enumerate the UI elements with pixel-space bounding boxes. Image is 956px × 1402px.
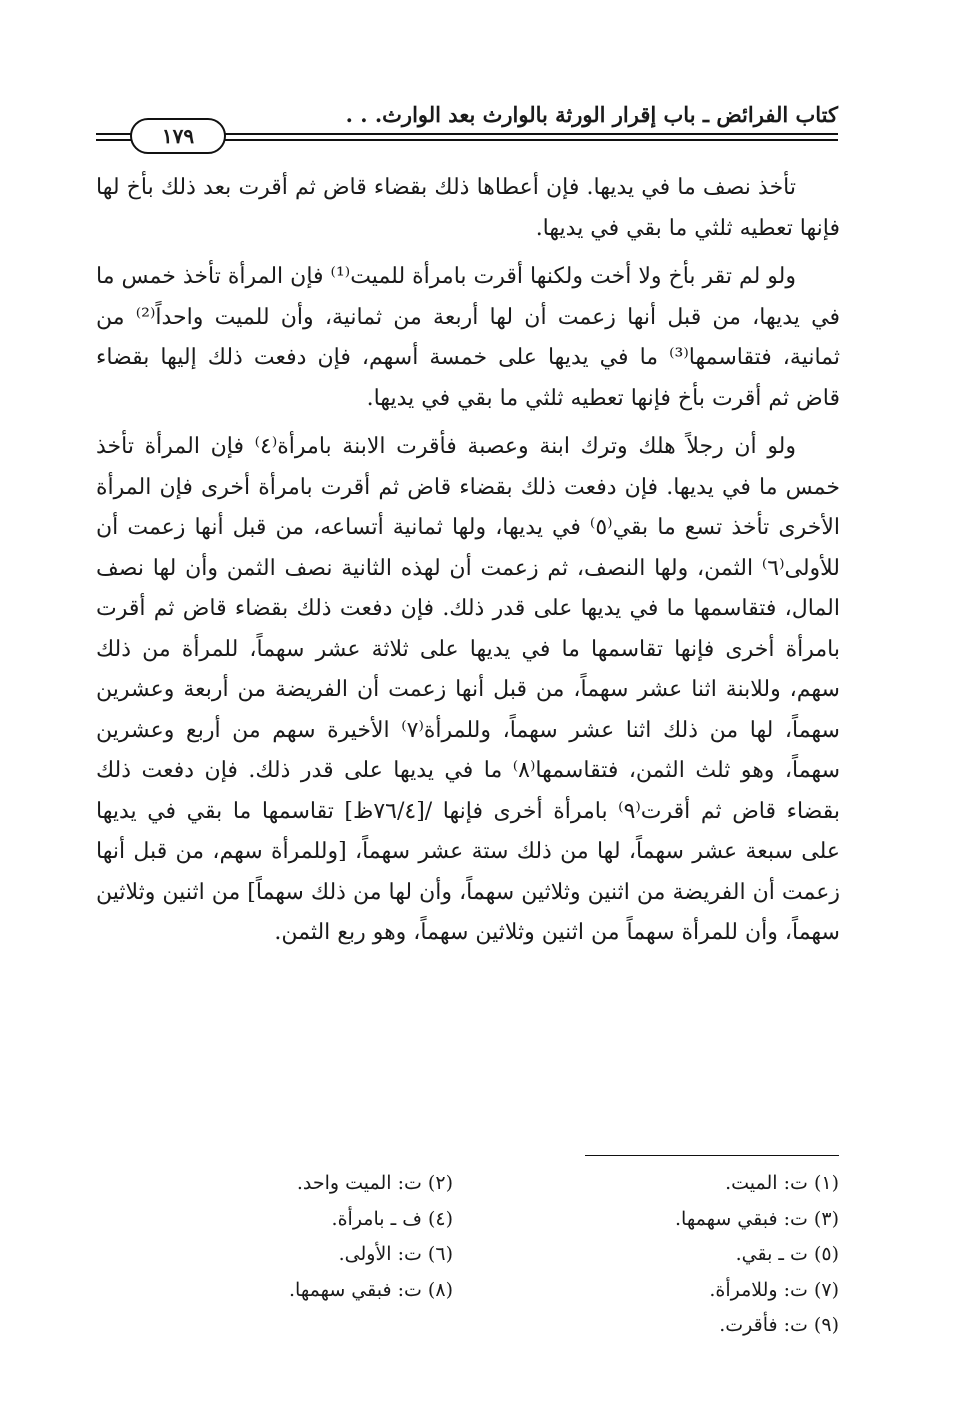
footnote-separator: [585, 1155, 839, 1156]
main-text: [96, 168, 840, 954]
footnote-1: (١) ت: الميت.: [725, 1172, 839, 1194]
footnote-3: (٣) ت: فبقي سهمها.: [675, 1207, 839, 1230]
footnote-7: (٧) ت: وللامرأة.: [709, 1278, 839, 1301]
paragraph-3: ولو أن رجلاً هلك وترك ابنة وعصبة فأقرت الابنة بامرأة⁽٤⁾ فإن المرأة تأخذ خمس ما في يديها. فإن دفعت ذلك بقضاء قاض ثم أقرت بامرأة أخرى فإن المرأة الأخرى تأخذ تسع ما بقي⁽٥⁾ في يديها، ولها ثمانية أتساعه، من قبل أنها زعمت أن للأولى⁽٦⁾ الثمن، ولها النصف، ثم زعمت أن لهذه الثانية نصف الثمن وأن لها نصف المال، فتقاسمها ما في يديها على قدر ذلك. فإن دفعت ذلك بقضاء قاض ثم أقرت بامرأة أخرى فإنها تقاسمها ما في يديها على ثلاثة عشر سهماً، للمرأة من ذلك سهم، وللابنة اثنا عشر سهماً، من قبل أنها زعمت أن الفريضة من أربعة وعشرين سهماً، لها من ذلك اثنا عشر سهماً، وللمرأة⁽٧⁾ الأخيرة سهم من أربع وعشرين سهماً، وهو ثلث الثمن، فتقاسمها⁽٨⁾ ما في يديها على قدر ذلك. فإن دفعت ذلك بقضاء قاض ثم أقرت⁽٩⁾ بامرأة أخرى فإنها /[٧٦/٤ظ] تقاسمها ما بقي في يديها على سبعة عشر سهماً، لها من ذلك ستة عشر سهماً، [وللمرأة سهم، من قبل أنها زعمت أن الفريضة من اثنين وثلاثين سهماً، وأن لها من ذلك سهماً] من اثنين وثلاثين سهماً، وأن للمرأة سهماً من اثنين وثلاثين سهماً، وهو ربع الثمن.: [96, 434, 840, 945]
footnote-6: (٦) ت: الأولى.: [338, 1243, 453, 1265]
header-title: كتاب الفرائض ـ باب إقرار الورثة بالوارث بعد الوارث. . .: [345, 102, 838, 127]
paragraph-2: ولو لم تقر بأخ ولا أخت ولكنها أقرت بامرأة للميت⁽¹⁾ فإن المرأة تأخذ خمس ما في يديها، من قبل أنها زعمت أن لها أربعة من ثمانية، وأن للميت واحداً⁽²⁾ من ثمانية، فتقاسمها⁽³⁾ ما في يديها على خمسة أسهم، فإن دفعت ذلك إليها بقضاء قاض ثم أقرت بأخ فإنها تعطيه ثلثي ما بقي في يديها.: [96, 264, 841, 411]
running-header: [96, 92, 838, 150]
footnote-8: (٨) ت: فبقي سهمها.: [289, 1278, 453, 1301]
footnote-4: (٤) ف ـ بامرأة.: [331, 1207, 453, 1230]
footnotes-right-column: [579, 1166, 839, 1344]
footnote-5: (٥) ت ـ بقي.: [735, 1243, 839, 1265]
page-number-badge: ١٧٩: [130, 118, 226, 154]
footnote-9: (٩) ت: فأقرت.: [719, 1314, 839, 1336]
footnotes-left-column: [193, 1166, 453, 1308]
footnote-2: (٢) ت: الميت واحد.: [296, 1172, 453, 1194]
paragraph-1: تأخذ نصف ما في يديها. فإن أعطاها ذلك بقضاء قاض ثم أقرت بعد ذلك بأخ لها فإنها تعطيه ثلثي ما بقي في يديها.: [96, 175, 840, 241]
